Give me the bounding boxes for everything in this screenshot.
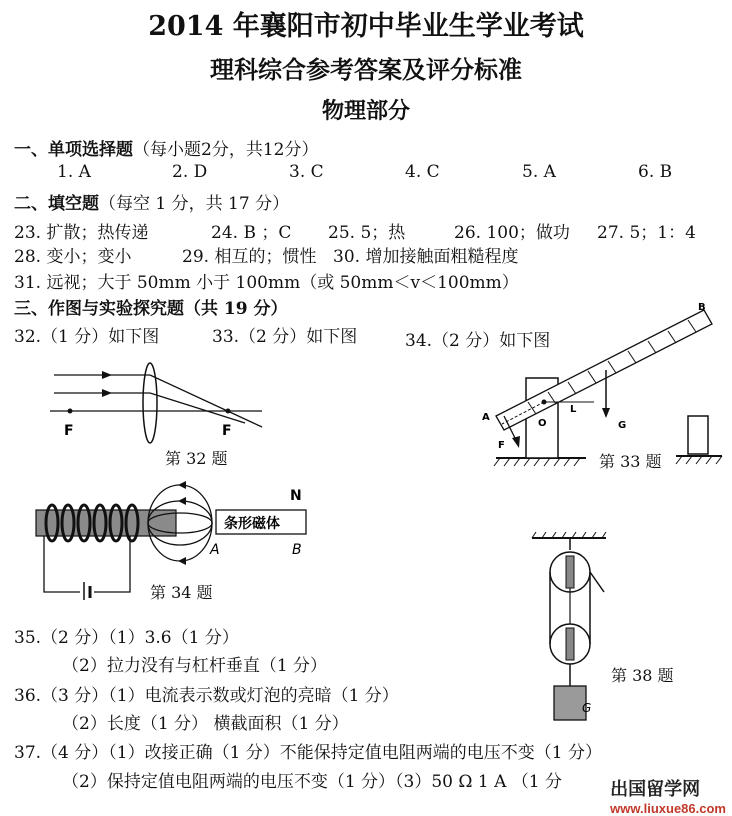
- doc-part: 物理部分: [321, 98, 410, 124]
- answer-37-line-2: （2）保持定值电阻两端的电压不变（1 分）（3）50 Ω 1 A （1 分: [62, 772, 563, 792]
- f32-label-left: F: [64, 423, 74, 439]
- choice-6: 6. B: [638, 162, 673, 182]
- answer-36-line-1: 36.（3 分）（1）电流表示数或灯泡的亮暗（1 分）: [14, 686, 399, 706]
- f33-label-b: B: [698, 302, 706, 313]
- answer-37-line-1: 37.（4 分）（1）改接正确（1 分）不能保持定值电阻两端的电压不变（1 分）: [14, 743, 603, 763]
- choice-2: 2. D: [172, 162, 208, 182]
- choice-5: 5. A: [522, 162, 556, 182]
- fill-23: 23. 扩散；热传递: [14, 223, 149, 243]
- f38-label-g: G: [582, 701, 592, 715]
- figure-32: [40, 355, 270, 445]
- drawing-34: 34.（2 分）如下图: [405, 331, 551, 351]
- f32-label-right: F: [222, 423, 232, 439]
- f33-label-a: A: [482, 412, 490, 423]
- f34-label-a: A: [210, 542, 220, 558]
- caption-32: 第 32 题: [165, 449, 228, 468]
- section-1-heading: [14, 135, 318, 160]
- watermark-name: 出国留学网: [610, 779, 701, 799]
- caption-33: 第 33 题: [599, 452, 662, 471]
- section-2-heading: [14, 189, 289, 214]
- fill-26: 26. 100；做功: [454, 223, 570, 243]
- fill-25: 25. 5；热: [328, 223, 406, 243]
- drawing-33: 33.（2 分）如下图: [212, 327, 358, 347]
- section-2-label: 二、填空题: [14, 194, 99, 214]
- fill-30: 30. 增加接触面粗糙程度: [333, 247, 519, 267]
- fill-24: 24. B ；C: [211, 223, 292, 243]
- answer-35-line-2: （2）拉力没有与杠杆垂直（1 分）: [62, 656, 328, 676]
- f33-label-l: L: [570, 404, 577, 415]
- caption-38: 第 38 题: [611, 666, 674, 685]
- f33-label-f: F: [498, 440, 505, 451]
- f33-label-o: O: [538, 418, 547, 429]
- choice-3: 3. C: [289, 162, 324, 182]
- f34-label-n: N: [290, 488, 302, 504]
- doc-subtitle: 理科综合参考答案及评分标准: [210, 55, 522, 84]
- fill-29: 29. 相互的；惯性: [182, 247, 317, 267]
- doc-title: 2014 年襄阳市初中毕业生学业考试: [148, 11, 584, 42]
- f34-label-magnet: 条形磁体: [224, 516, 280, 532]
- section-2-note: （每空 1 分，共 17 分）: [99, 194, 290, 214]
- f33-label-g: G: [618, 420, 627, 431]
- answer-35-line-1: 35.（2 分）（1）3.6（1 分）: [14, 628, 239, 648]
- f34-label-b: B: [292, 542, 302, 558]
- figure-33: [476, 298, 726, 468]
- choice-1: 1. A: [57, 162, 91, 182]
- caption-34: 第 34 题: [150, 583, 213, 602]
- drawing-32: 32.（1 分）如下图: [14, 327, 160, 347]
- answer-36-line-2: （2）长度（1 分） 横截面积（1 分）: [62, 714, 349, 734]
- choice-4: 4. C: [405, 162, 440, 182]
- watermark: [610, 775, 726, 816]
- fill-31: 31. 远视；大于 50mm 小于 100mm（或 50mm＜v＜100mm）: [14, 273, 519, 293]
- section-1-note: （每小题2分，共12分）: [133, 140, 319, 160]
- figure-38: [530, 532, 610, 727]
- fill-28: 28. 变小；变小: [14, 247, 132, 267]
- section-1-label: 一、单项选择题: [14, 140, 133, 160]
- fill-27: 27. 5；1：4: [597, 223, 696, 243]
- watermark-url: www.liuxue86.com: [610, 801, 726, 816]
- section-3-heading: 三、作图与实验探究题（共 19 分）: [14, 299, 288, 319]
